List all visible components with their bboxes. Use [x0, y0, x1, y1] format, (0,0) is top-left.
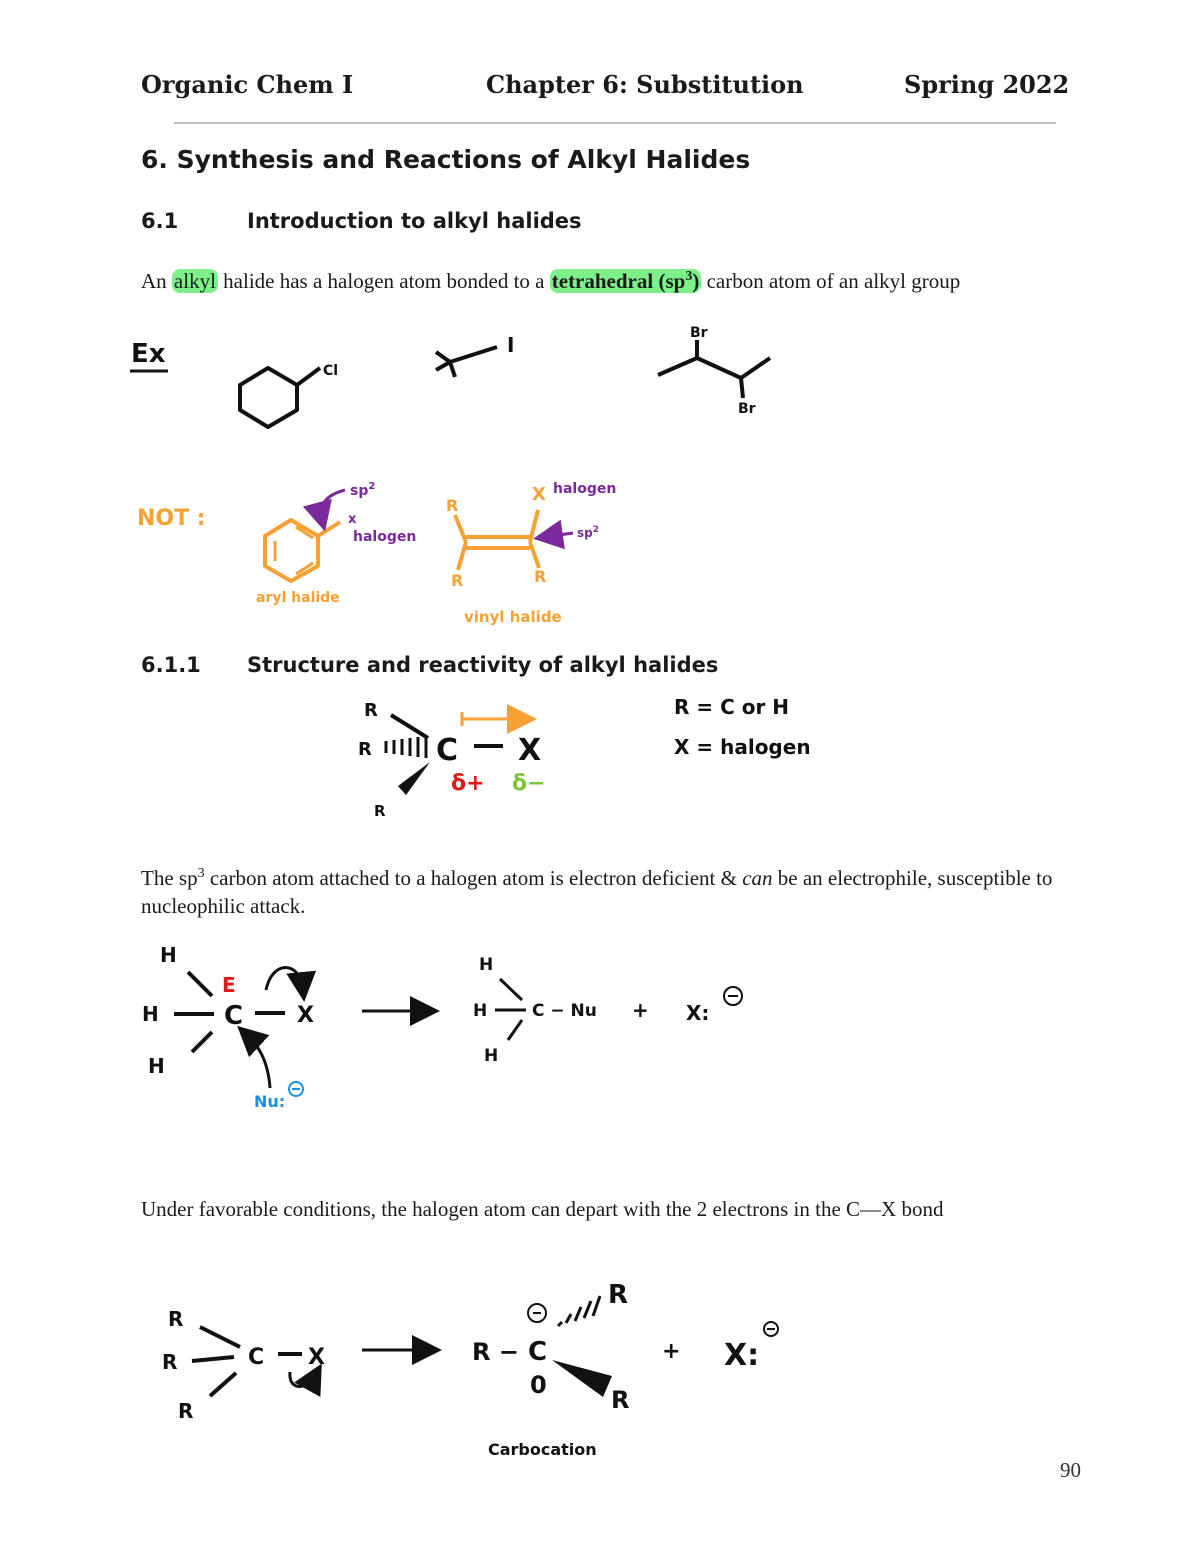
- carbon-label: C: [248, 1345, 265, 1370]
- carbocation-caption: Carbocation: [488, 1440, 597, 1459]
- c-nu-label: C − Nu: [532, 1001, 597, 1021]
- sp2-label: $sp^2$: [577, 525, 599, 540]
- e-label: E: [222, 973, 236, 997]
- br-label-top: Br: [690, 325, 708, 341]
- methyl-bond: [450, 362, 455, 377]
- delta-minus: δ−: [512, 771, 546, 796]
- bond: [188, 972, 212, 996]
- methyl-bond: [436, 362, 450, 370]
- carbon-label: C: [528, 1337, 548, 1367]
- header-course: Organic Chem I: [141, 70, 354, 99]
- bond: [500, 979, 522, 1000]
- reaction-1: [142, 943, 742, 1111]
- bond: [192, 1357, 234, 1361]
- section-title: 6. Synthesis and Reactions of Alkyl Halides: [141, 145, 751, 174]
- vinyl-bond: [530, 510, 538, 542]
- cl-label: Cl: [323, 363, 339, 379]
- x-label: X: [308, 1345, 325, 1370]
- c-br-bond: [741, 378, 743, 398]
- highlight-alkyl: alkyl: [173, 269, 216, 293]
- x-label: X: [532, 484, 546, 505]
- r-label: R: [178, 1399, 194, 1423]
- aryl-c-x-bond: [318, 522, 340, 536]
- hashed-wedge: [558, 1296, 600, 1326]
- legend-r: R = C or H: [674, 695, 790, 719]
- legend-x: X = halogen: [674, 735, 811, 759]
- superscript: 3: [197, 866, 205, 881]
- subsection-title: Introduction to alkyl halides: [247, 209, 582, 233]
- r-label: R: [611, 1386, 630, 1414]
- cyclohexane-ring: [240, 368, 297, 427]
- vinyl-bond: [530, 542, 539, 568]
- ex-label: Ex: [131, 339, 166, 369]
- plus-sign: +: [632, 998, 649, 1022]
- x-label: X:: [724, 1338, 760, 1373]
- intro-text: halide has a halogen atom bonded to a: [217, 269, 550, 293]
- r-label: R: [608, 1280, 629, 1310]
- r-label: R: [168, 1307, 184, 1331]
- bond: [200, 1327, 240, 1347]
- bond: [192, 1032, 212, 1052]
- not-examples-group: [137, 481, 616, 626]
- nucleophile-label: Nu:: [254, 1092, 286, 1111]
- plus-sign: +: [662, 1339, 681, 1364]
- hashed-wedge: [386, 736, 426, 758]
- vinyl-halide-caption: vinyl halide: [464, 608, 562, 626]
- r-label: R −: [472, 1338, 519, 1366]
- c-i-bond: [450, 347, 497, 362]
- solid-wedge: [552, 1360, 612, 1397]
- leaving-group-paragraph: Under favorable conditions, the halogen atom can depart with the 2 electrons in the C—X bond: [141, 1197, 944, 1221]
- x-label: X: [518, 733, 542, 768]
- zero-label: 0: [530, 1371, 547, 1399]
- sp2-label: $sp^2$: [350, 481, 376, 499]
- intro-text: An: [141, 269, 172, 293]
- sp2-arrow: [545, 533, 573, 537]
- aryl-halide-caption: aryl halide: [256, 590, 340, 606]
- page-number: 90: [1060, 1458, 1081, 1482]
- structure-diagram: [358, 695, 811, 820]
- br-label-bottom: Br: [738, 401, 756, 417]
- h-label: H: [479, 955, 494, 975]
- bond: [391, 715, 428, 738]
- para-text: The sp: [141, 866, 198, 890]
- r-label: R: [374, 802, 386, 820]
- halogen-label: halogen: [553, 481, 617, 497]
- h-label: H: [484, 1046, 499, 1066]
- paren: ): [692, 269, 700, 293]
- methyl-bond: [436, 352, 450, 362]
- x-label: X: [297, 1003, 314, 1028]
- vinyl-bond: [458, 542, 466, 570]
- subsection-number: 6.1: [141, 209, 179, 233]
- para-text: carbon atom attached to a halogen atom is electron deficient &: [204, 866, 743, 890]
- not-label: NOT :: [137, 506, 206, 531]
- h-label: H: [160, 943, 177, 967]
- h-label: H: [142, 1002, 159, 1026]
- h-label: H: [473, 1001, 488, 1021]
- r-label: R: [534, 567, 547, 586]
- leaving-arrow: [290, 1372, 316, 1387]
- r-label: R: [364, 700, 378, 721]
- vinyl-bond: [455, 515, 466, 542]
- intro-text: carbon atom of an alkyl group: [701, 269, 961, 293]
- carbon-label: C: [436, 733, 459, 768]
- r-label: R: [162, 1350, 178, 1374]
- i-label: I: [507, 333, 515, 357]
- attack-arrow: [246, 1034, 270, 1088]
- superscript: 3: [685, 269, 693, 284]
- para-text: be an electrophile, susceptible to nucleophilic attack.: [141, 866, 1053, 918]
- x-label: x: [348, 512, 357, 527]
- tetrahedral-text: tetrahedral (sp: [551, 269, 686, 293]
- r-label: R: [446, 496, 459, 515]
- sp2-arrow: [321, 490, 345, 520]
- halogen-label: halogen: [353, 529, 417, 545]
- r-label: R: [358, 739, 372, 760]
- leaving-arrow: [266, 968, 303, 991]
- examples-group: [130, 325, 770, 427]
- solid-wedge: [398, 762, 430, 795]
- c-cl-bond: [297, 368, 320, 385]
- h-label: H: [148, 1054, 165, 1078]
- carbon-label: C: [224, 1001, 244, 1031]
- r-label: R: [451, 571, 464, 590]
- header-chapter: Chapter 6: Substitution: [486, 70, 804, 99]
- subsection-number: 6.1.1: [141, 653, 201, 677]
- bond: [508, 1020, 522, 1040]
- subsection-title: Structure and reactivity of alkyl halides: [247, 653, 719, 677]
- butane-chain: [658, 358, 770, 378]
- header-term: Spring 2022: [904, 70, 1070, 99]
- benzene-ring: [265, 520, 318, 581]
- italic-can: can: [742, 866, 773, 890]
- bond: [210, 1373, 236, 1396]
- reaction-2: [162, 1280, 778, 1459]
- delta-plus: δ+: [451, 771, 485, 796]
- x-label: X:: [686, 1001, 710, 1025]
